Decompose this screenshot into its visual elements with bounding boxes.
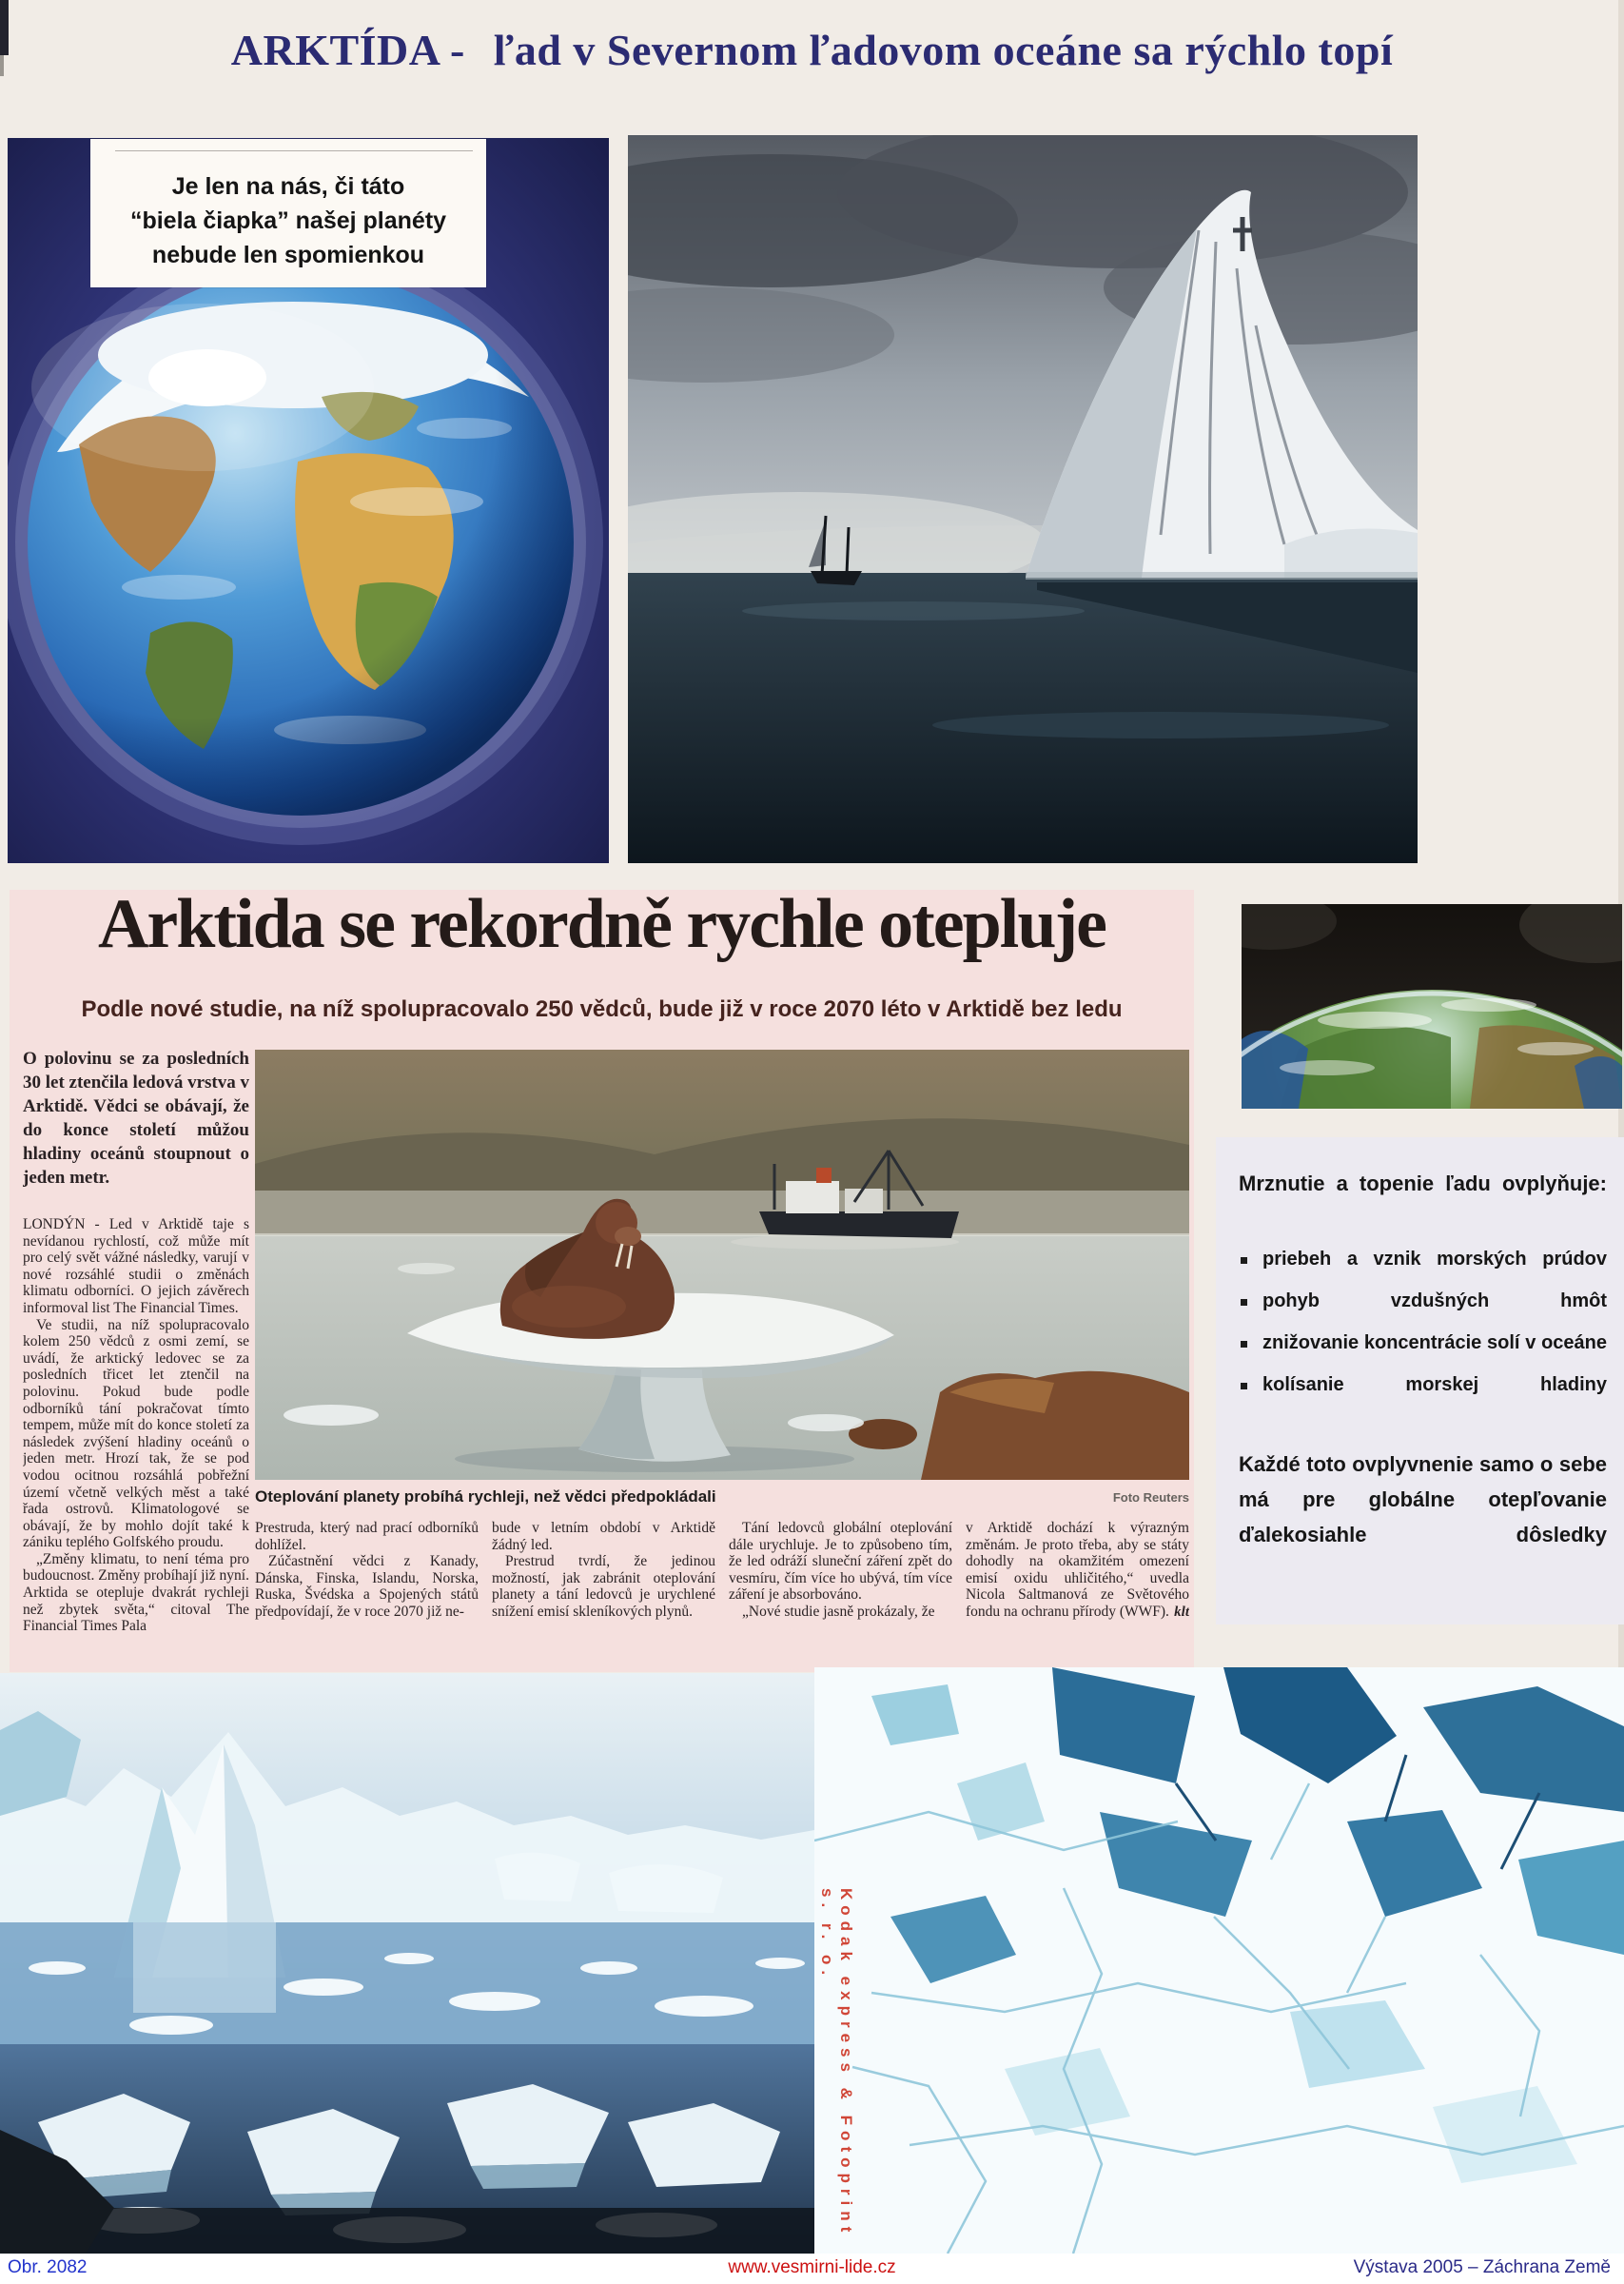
- figure-number: Obr. 2082: [8, 2257, 88, 2277]
- poster-title: [0, 25, 1624, 75]
- article-column: [255, 1520, 479, 1664]
- newspaper-clipping: [10, 885, 1194, 1672]
- photo-caption: Oteplování planety probíhá rychleji, než vědci předpokládali: [255, 1487, 716, 1506]
- article-paragraph: bude v letním období v Arktidě žádný led.: [492, 1520, 715, 1553]
- article-column: [729, 1520, 952, 1664]
- newspaper-headline: Arktida se rekordně rychle otepluje: [97, 885, 1106, 963]
- effect-item-label: kolísanie morskej hladiny: [1262, 1374, 1607, 1395]
- article-column: [966, 1520, 1189, 1664]
- effect-item: [1239, 1288, 1607, 1315]
- effects-box: [1216, 1137, 1624, 1624]
- article-paragraph: Ve studii, na níž spolupracovalo kolem 250 vědců z osmi zemí, se uvádí, že arktický ledovec se za posledních třicet let ztenčil na polovinu. Pokud bude podle odborníků tání pokračovat tímto tempem, může mít do konce století za následek zvýšení hladiny oceánů o jeden metr. Hrozí tak, že se pod vodou ocitnou rozsáhlá pobřežní území včetně velkých měst a také řada ostrovů. Klimatologové se obávají, že by mohlo dojít také k zániku teplého Golfského proudu.: [23, 1316, 249, 1551]
- bullet-dot: [1241, 1299, 1247, 1306]
- effect-item-label: znižovanie koncentrácie solí v oceáne: [1262, 1332, 1607, 1353]
- article-paragraph: Tání ledovců globální oteplování dále urychluje. Je to způsobeno tím, že led odráží sluneční záření zpět do vesmíru, čím více ho ubývá, tím více záření je absorbováno.: [729, 1520, 952, 1604]
- article-paragraph: Prestrud tvrdí, že jedinou možností, jak zabránit oteplování planety a tání ledovců je urychlené snížení emisí skleníkových plynů.: [492, 1553, 715, 1620]
- newspaper-subhead: Podle nové studie, na níž spolupracovalo 250 vědců, bude již v roce 2070 léto v Arktidě bez ledu: [81, 996, 1123, 1022]
- article-bottom-columns: [255, 1520, 1189, 1664]
- quote-box: [90, 139, 486, 287]
- effect-item: [1239, 1329, 1607, 1357]
- quote-line: Je len na nás, či táto: [171, 173, 405, 200]
- iceberg-photo: [628, 135, 1418, 863]
- photo-credit: Foto Reuters: [1112, 1490, 1189, 1505]
- quote-line: “biela čiapka” našej planéty: [129, 207, 447, 234]
- caption-row: [255, 1487, 1189, 1506]
- effect-item-label: pohyb vzdušných hmôt: [1262, 1290, 1607, 1311]
- article-paragraph: Zúčastnění vědci z Kanady, Dánska, Finska, Islandu, Norska, Ruska, Švédska a Spojených států předpovídají, že v roce 2070 již ne-: [255, 1553, 479, 1620]
- effect-item-label: priebeh a vznik morských prúdov: [1262, 1249, 1607, 1270]
- article-paragraph: Prestruda, který nad prací odborníků dohlížel.: [255, 1520, 479, 1553]
- exhibition-label: Výstava 2005 – Záchrana Země: [1353, 2257, 1611, 2277]
- bullet-dot: [1241, 1383, 1247, 1389]
- article-column: [492, 1520, 715, 1664]
- bullet-dot: [1241, 1257, 1247, 1264]
- article-lead-rest: se za posledních 30 let ztenčila ledová vrstva v Arktidě. Vědci se obávají, že do konce století můžou hladiny oceánů stoupnout o jeden metr.: [23, 1049, 249, 1188]
- effect-item: [1239, 1246, 1607, 1273]
- earth-horizon-photo: [1242, 904, 1622, 1109]
- article-lead-bold: O polovinu: [23, 1049, 112, 1069]
- walrus-photo: [255, 1050, 1189, 1480]
- sea-ice-aerial-photo: [814, 1667, 1624, 2254]
- article-paragraph: „Změny klimatu, to není téma pro budoucnost. Změny probíhají již nyní. Arktida se otepluje dvakrát rychleji než zbytek světa,“ citoval The Financial Times Pala: [23, 1550, 249, 1635]
- footer: [0, 2254, 1624, 2284]
- quote-line: nebude len spomienkou: [151, 242, 425, 268]
- effect-item: [1239, 1371, 1607, 1399]
- article-paragraph: v Arktidě dochází k výrazným změnám. Je proto třeba, aby se státy dohodly na okamžitém omezení emisí oxidu uhličitého,“ uvedla Nicola Saltmanová ze Světového fondu na ochranu přírody (WWF).: [966, 1520, 1189, 1620]
- article-signature: klt: [1174, 1604, 1189, 1620]
- article-lead: [23, 1047, 249, 1190]
- icebergs-bay-photo: [0, 1673, 814, 2254]
- poster-title-rest: ľad v Severnom ľadovom oceáne sa rýchlo topí: [493, 26, 1394, 74]
- effects-box-closing: Každé toto ovplyvnenie samo o sebe má pre globálne otepľovanie ďalekosiahle dôsledky: [1239, 1452, 1607, 1546]
- article-left-column: [23, 1047, 249, 1665]
- poster-title-lead: ARKTÍDA -: [230, 26, 465, 74]
- article-paragraph: LONDÝN - Led v Arktidě taje s nevídanou rychlostí, což může mít pro celý svět vážné následky, varují v nové rozsáhlé studii o změnách klimatu odborníci. O jejich závěrech informoval list The Financial Times.: [23, 1216, 249, 1316]
- article-paragraph: „Nové studie jasně prokázaly, že: [742, 1603, 935, 1620]
- kodak-film-watermark: Kodak express & Fotoprint s. r. o.: [818, 1888, 855, 2238]
- bullet-dot: [1241, 1341, 1247, 1348]
- effects-box-title: Mrznutie a topenie ľadu ovplyňuje:: [1239, 1172, 1607, 1195]
- website-url: www.vesmirni-lide.cz: [728, 2257, 896, 2277]
